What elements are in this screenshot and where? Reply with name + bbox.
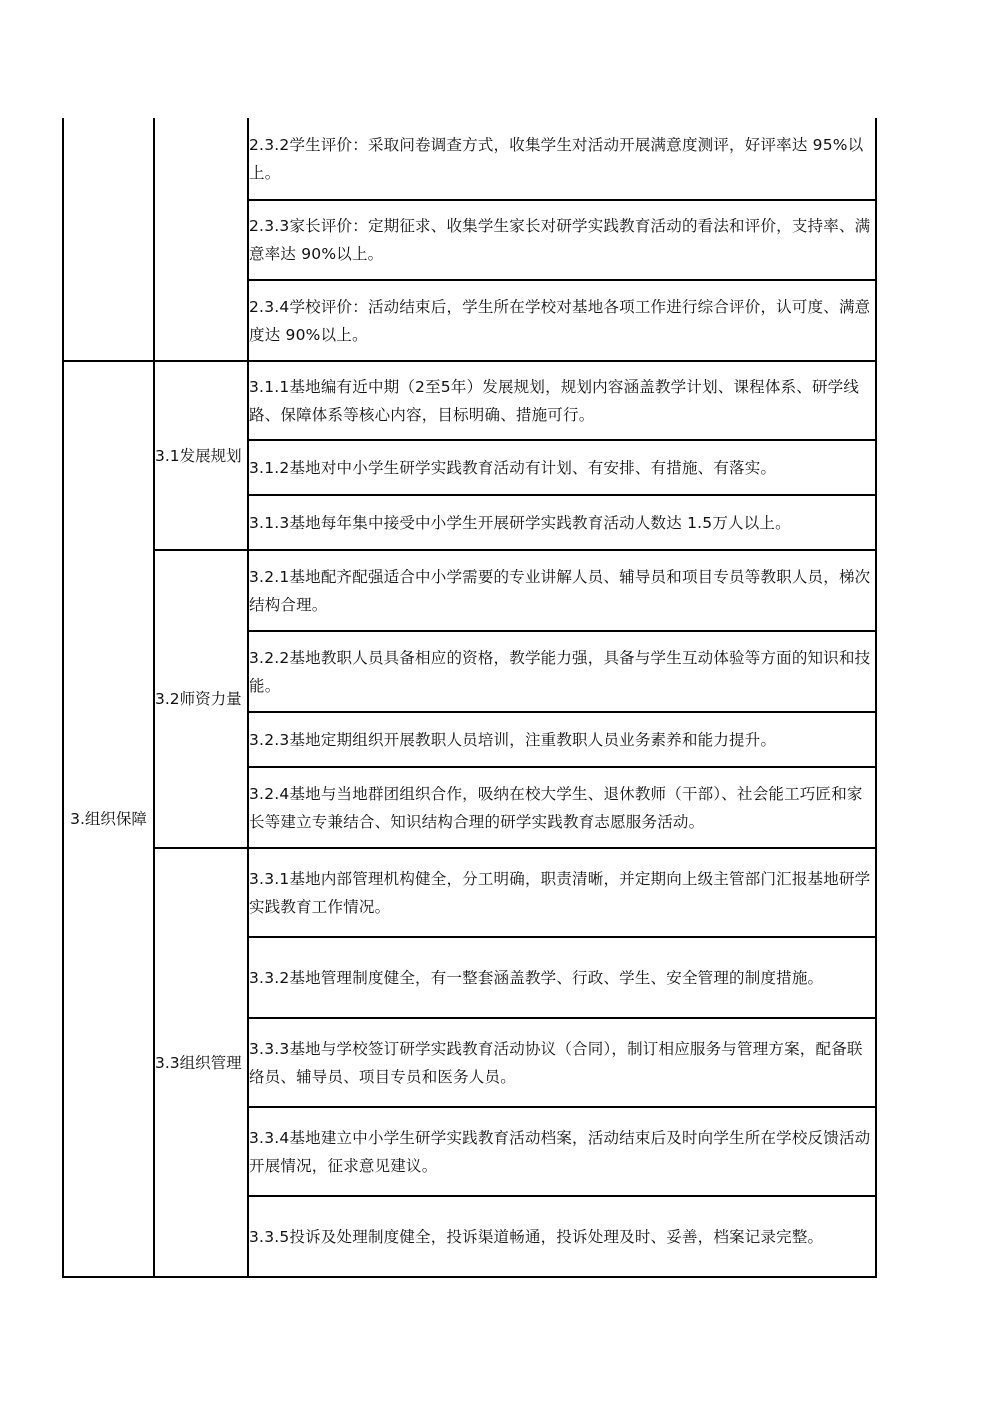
- criteria-text: 3.3.1基地内部管理机构健全，分工明确，职责清晰，并定期向上级主管部门汇报基地研学实践教育工作情况。: [249, 869, 871, 916]
- criteria-cell-2-3-4: [248, 280, 876, 361]
- criteria-text: 2.3.2学生评价：采取问卷调查方式，收集学生对活动开展满意度测评，好评率达 95%以上。: [249, 135, 864, 182]
- criteria-text: 3.2.2基地教职人员具备相应的资格，教学能力强，具备与学生互动体验等方面的知识和技能。: [249, 648, 871, 695]
- criteria-text: 3.1.2基地对中小学生研学实践教育活动有计划、有安排、有措施、有落实。: [249, 458, 777, 477]
- category-cell-3: [63, 361, 154, 1277]
- criteria-text: 3.2.1基地配齐配强适合中小学需要的专业讲解人员、辅导员和项目专员等教职人员，梯次结构合理。: [249, 567, 871, 614]
- evaluation-table: [62, 118, 877, 1278]
- criteria-cell-2-3-3: [248, 200, 876, 280]
- subcategory-label: 3.1发展规划: [155, 446, 242, 465]
- criteria-text: 3.3.4基地建立中小学生研学实践教育活动档案，活动结束后及时向学生所在学校反馈活动开展情况，征求意见建议。: [249, 1128, 871, 1175]
- category-label: 3.组织保障: [70, 810, 147, 828]
- category-cell-continued: [63, 118, 154, 361]
- criteria-cell-3-3-3: [248, 1018, 876, 1107]
- criteria-text: 2.3.3家长评价：定期征求、收集学生家长对研学实践教育活动的看法和评价，支持率、满意率达 90%以上。: [249, 217, 871, 263]
- criteria-cell-3-2-3: [248, 712, 876, 767]
- criteria-cell-3-1-1: [248, 361, 876, 440]
- criteria-text: 3.2.3基地定期组织开展教职人员培训，注重教职人员业务素养和能力提升。: [249, 730, 777, 749]
- criteria-cell-3-3-2: [248, 937, 876, 1018]
- criteria-text: 3.1.3基地每年集中接受中小学生开展研学实践教育活动人数达 1.5万人以上。: [249, 513, 791, 532]
- table-row: [63, 118, 876, 200]
- table-row: [63, 550, 876, 631]
- criteria-text: 2.3.4学校评价：活动结束后，学生所在学校对基地各项工作进行综合评价，认可度、满意度达 90%以上。: [249, 297, 871, 344]
- criteria-text: 3.3.3基地与学校签订研学实践教育活动协议（合同），制订相应服务与管理方案，配备联络员、辅导员、项目专员和医务人员。: [249, 1039, 863, 1086]
- criteria-cell-2-3-2: [248, 118, 876, 200]
- subcategory-label: 3.3组织管理: [155, 1053, 242, 1072]
- criteria-cell-3-2-2: [248, 631, 876, 712]
- criteria-text: 3.2.4基地与当地群团组织合作，吸纳在校大学生、退休教师（干部）、社会能工巧匠和家长等建立专兼结合、知识结构合理的研学实践教育志愿服务活动。: [249, 784, 863, 831]
- criteria-text: 3.3.5投诉及处理制度健全，投诉渠道畅通，投诉处理及时、妥善，档案记录完整。: [249, 1227, 824, 1246]
- criteria-text: 3.1.1基地编有近中期（2至5年）发展规划，规划内容涵盖教学计划、课程体系、研学线路、保障体系等核心内容，目标明确、措施可行。: [249, 377, 860, 424]
- table-row: [63, 361, 876, 440]
- subcategory-cell-3-3: [154, 848, 248, 1277]
- subcategory-cell-3-2: [154, 550, 248, 848]
- subcategory-cell-continued: [154, 118, 248, 361]
- criteria-cell-3-1-2: [248, 440, 876, 495]
- criteria-cell-3-2-4: [248, 767, 876, 848]
- criteria-cell-3-1-3: [248, 495, 876, 550]
- criteria-text: 3.3.2基地管理制度健全，有一整套涵盖教学、行政、学生、安全管理的制度措施。: [249, 968, 824, 987]
- criteria-cell-3-2-1: [248, 550, 876, 631]
- subcategory-label: 3.2师资力量: [155, 690, 242, 708]
- criteria-cell-3-3-5: [248, 1196, 876, 1277]
- criteria-cell-3-3-4: [248, 1107, 876, 1196]
- subcategory-cell-3-1: [154, 361, 248, 550]
- table-row: [63, 848, 876, 937]
- criteria-cell-3-3-1: [248, 848, 876, 937]
